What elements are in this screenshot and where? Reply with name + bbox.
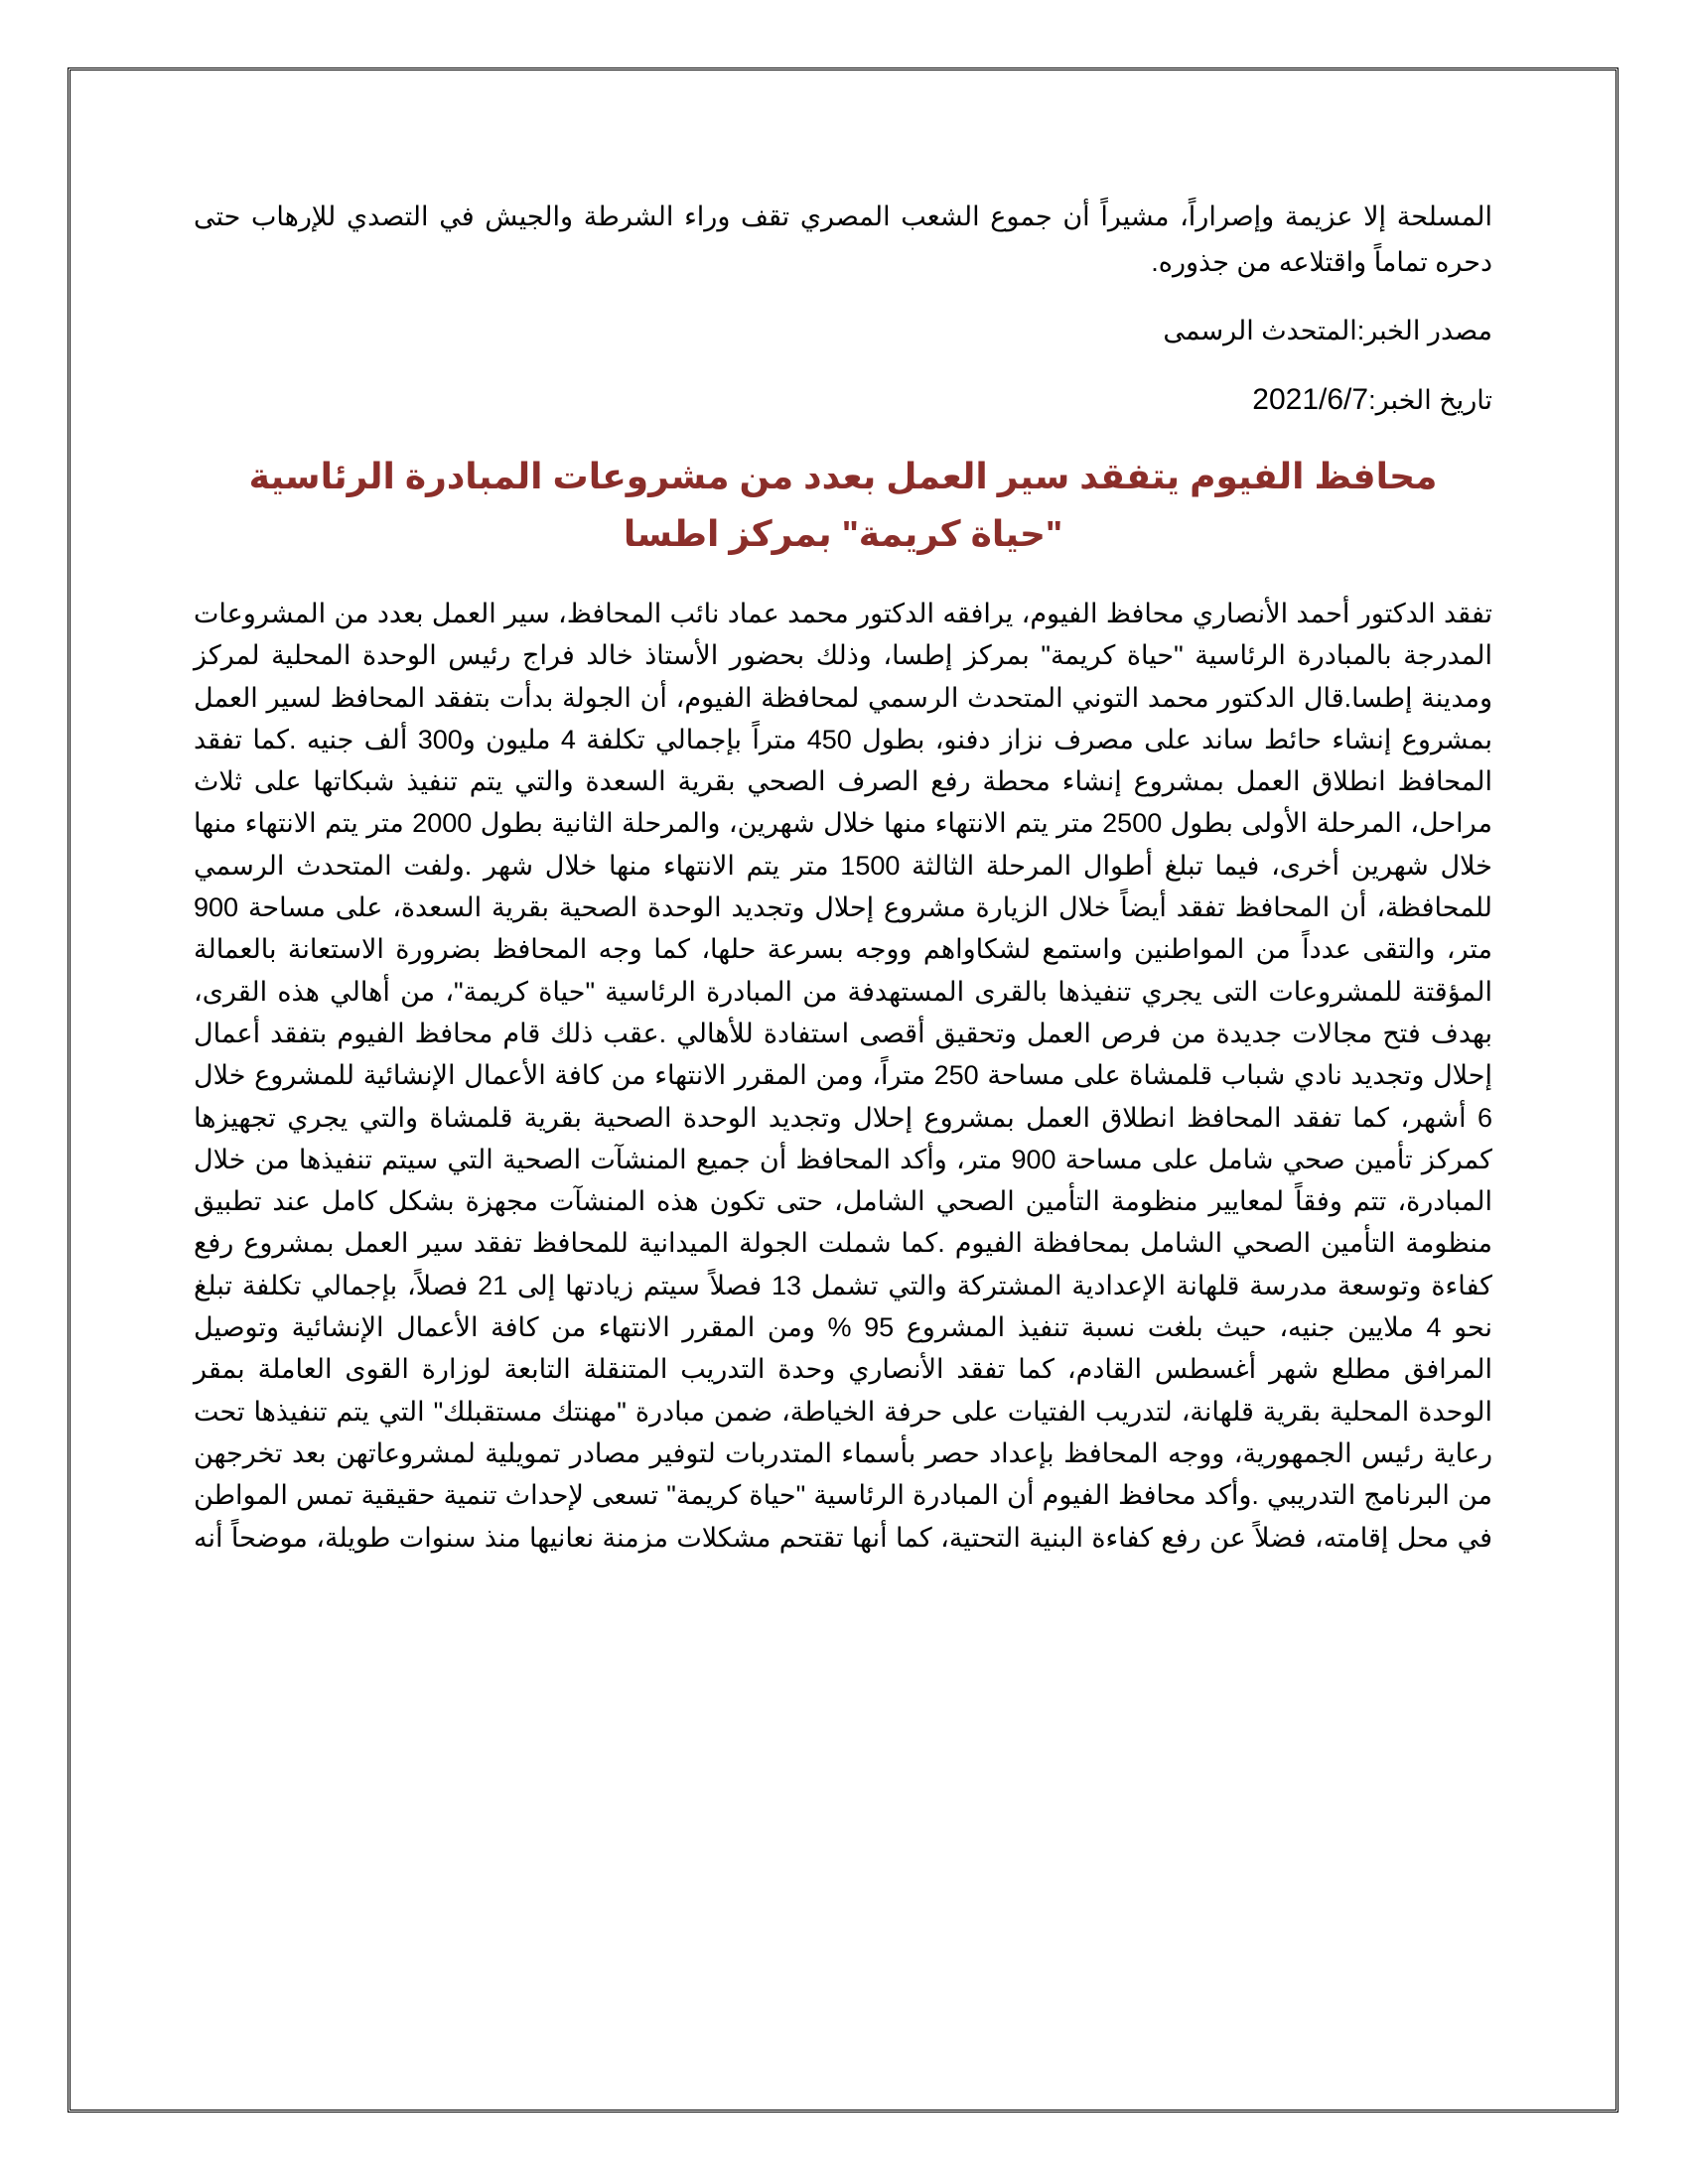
news-date-label: تاريخ الخبر: xyxy=(1368,385,1492,415)
intro-paragraph: المسلحة إلا عزيمة وإصراراً، مشيراً أن جموع الشعب المصري تقف وراء الشرطة والجيش في التصدي للإرهاب حتى دحره تماماً واقتلاعه من جذوره. xyxy=(194,202,1492,277)
document-content xyxy=(194,194,1492,1559)
news-source: مصدر الخبر:المتحدث الرسمى xyxy=(1163,316,1492,345)
article-title: محافظ الفيوم يتفقد سير العمل بعدد من مشروعات المبادرة الرئاسية "حياة كريمة" بمركز اطسا xyxy=(248,456,1438,554)
article-body: تفقد الدكتور أحمد الأنصاري محافظ الفيوم، يرافقه الدكتور محمد عماد نائب المحافظ، سير العمل بعدد من المشروعات المدرجة بالمبادرة الرئاسية "حياة كريمة" بمركز إطسا، وذلك بحضور الأستاذ خالد فراج رئيس الوحدة المحلية لمركز ومدينة إطسا.قال الدكتور محمد التوني المتحدث الرسمي لمحافظة الفيوم، أن الجولة بدأت بتفقد المحافظ لسير العمل بمشروع إنشاء حائط ساند على مصرف نزاز دفنو، بطول 450 متراً بإجمالي تكلفة 4 مليون و300 ألف جنيه .كما تفقد المحافظ انطلاق العمل بمشروع إنشاء محطة رفع الصرف الصحي بقرية السعدة والتي يتم تنفيذ شبكاتها على ثلاث مراحل، المرحلة الأولى بطول 2500 متر يتم الانتهاء منها خلال شهرين، والمرحلة الثانية بطول 2000 متر يتم الانتهاء منها خلال شهرين أخرى، فيما تبلغ أطوال المرحلة الثالثة 1500 متر يتم الانتهاء منها خلال شهر .ولفت المتحدث الرسمي للمحافظة، أن المحافظ تفقد أيضاً خلال الزيارة مشروع إحلال وتجديد الوحدة الصحية بقرية السعدة، على مساحة 900 متر، والتقى عدداً من المواطنين واستمع لشكاواهم ووجه بسرعة حلها، كما وجه المحافظ بضرورة الاستعانة بالعمالة المؤقتة للمشروعات التى يجري تنفيذها بالقرى المستهدفة من المبادرة الرئاسية "حياة كريمة"، من أهالي هذه القرى، بهدف فتح مجالات جديدة من فرص العمل وتحقيق أقصى استفادة للأهالي .عقب ذلك قام محافظ الفيوم بتفقد أعمال إحلال وتجديد نادي شباب قلمشاة على مساحة 250 متراً، ومن المقرر الانتهاء من كافة الأعمال الإنشائية للمشروع خلال 6 أشهر، كما تفقد المحافظ انطلاق العمل بمشروع إحلال وتجديد الوحدة الصحية بقرية قلمشاة والتي يجري تجهيزها كمركز تأمين صحي شامل على مساحة 900 متر، وأكد المحافظ أن جميع المنشآت الصحية التي سيتم تنفيذها من خلال المبادرة، تتم وفقاً لمعايير منظومة التأمين الصحي الشامل، حتى تكون هذه المنشآت مجهزة بشكل كامل عند تطبيق منظومة التأمين الصحي الشامل بمحافظة الفيوم .كما شملت الجولة الميدانية للمحافظ تفقد سير العمل بمشروع رفع كفاءة وتوسعة مدرسة قلهانة الإعدادية المشتركة والتي تشمل 13 فصلاً سيتم زيادتها إلى 21 فصلاً، بإجمالي تكلفة تبلغ نحو 4 ملايين جنيه، حيث بلغت نسبة تنفيذ المشروع 95 % ومن المقرر الانتهاء من كافة الأعمال الإنشائية وتوصيل المرافق مطلع شهر أغسطس القادم، كما تفقد الأنصاري وحدة التدريب المتنقلة التابعة لوزارة القوى العاملة بمقر الوحدة المحلية بقرية قلهانة، لتدريب الفتيات على حرفة الخياطة، ضمن مبادرة "مهنتك مستقبلك" التي يتم تنفيذها تحت رعاية رئيس الجمهورية، ووجه المحافظ بإعداد حصر بأسماء المتدربات لتوفير مصادر تمويلية لمشروعاتهن بعد تخرجهن من البرنامج التدريبي .وأكد محافظ الفيوم أن المبادرة الرئاسية "حياة كريمة" تسعى لإحداث تنمية حقيقية تمس المواطن في محل إقامته، فضلاً عن رفع كفاءة البنية التحتية، كما أنها تقتحم مشكلات مزمنة نعانيها منذ سنوات طويلة، موضحاً أنه xyxy=(194,599,1493,1553)
news-date xyxy=(194,380,1492,420)
news-date-value: 2021/6/7 xyxy=(1252,383,1369,416)
